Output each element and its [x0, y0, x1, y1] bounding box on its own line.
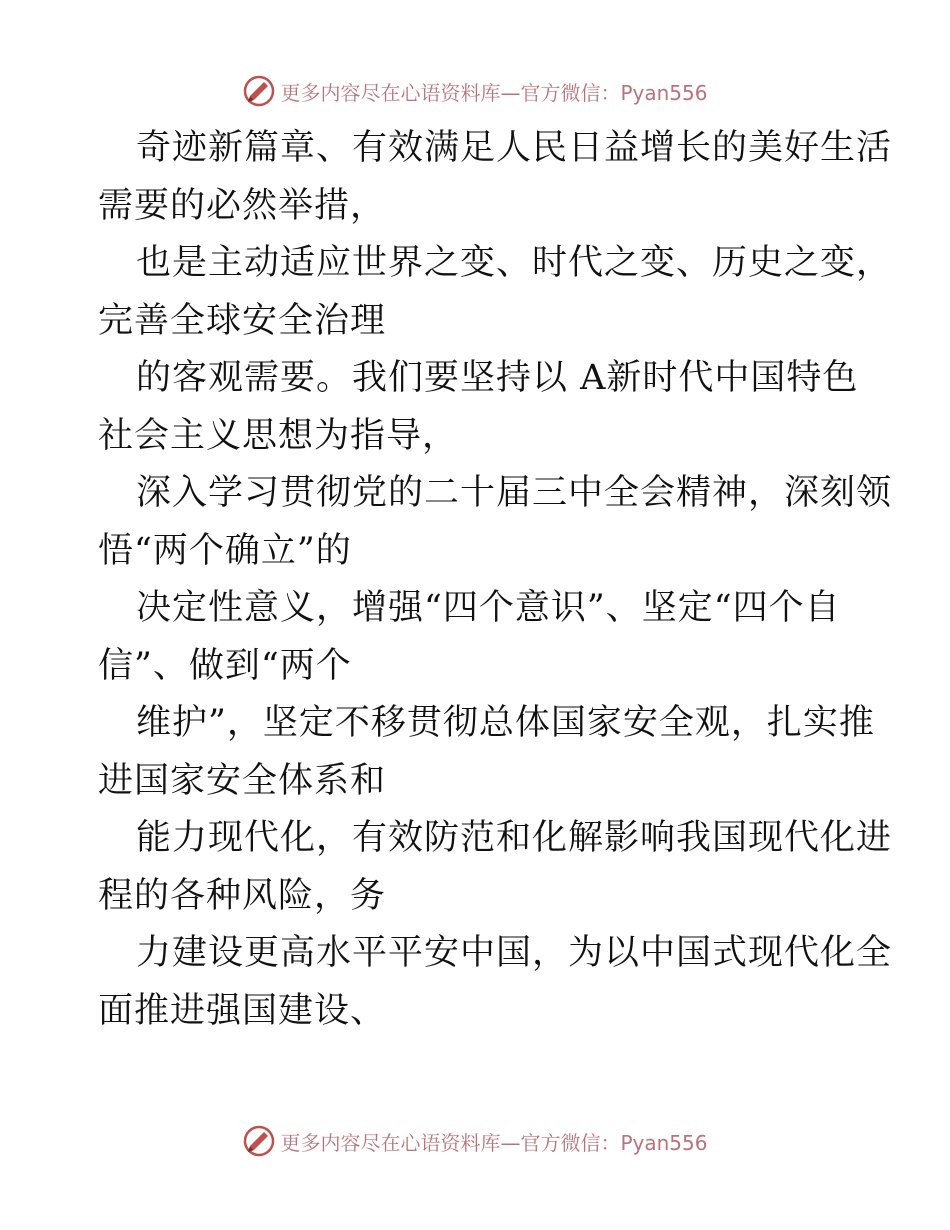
text-line: 完善全球安全治理	[98, 300, 387, 341]
text-line: 需要的必然举措，	[98, 185, 387, 226]
text-line: 深入学习贯彻党的二十届三中全会精神，深刻领	[136, 473, 893, 513]
text-line: 社会主义思想为指导，	[98, 415, 459, 456]
text-line: 悟“两个确立”的	[98, 530, 352, 571]
footer-text: 更多内容尽在心语资料库—官方微信：Pyan556	[280, 1130, 708, 1155]
text-line: 程的各种风险，务	[98, 875, 387, 916]
footer-banner	[0, 1121, 950, 1161]
text-line: 进国家安全体系和	[98, 760, 387, 801]
text-line: 也是主动适应世界之变、时代之变、历史之变，	[136, 243, 893, 283]
text-line: 维护”，坚定不移贯彻总体国家安全观，扎实推	[136, 703, 875, 743]
pen-logo-icon	[242, 1124, 276, 1158]
text-line: 面推进强国建设、	[98, 990, 387, 1031]
text-line: 能力现代化，有效防范和化解影响我国现代化进	[136, 818, 893, 858]
text-line: 决定性意义，增强“四个意识”、坚定“四个自	[136, 588, 841, 628]
document-body	[98, 120, 893, 1040]
text-line: 信”、做到“两个	[98, 645, 352, 686]
header-text: 更多内容尽在心语资料库—官方微信：Pyan556	[280, 80, 708, 105]
text-line: 奇迹新篇章、有效满足人民日益增长的美好生活	[136, 128, 893, 168]
text-line: 力建设更高水平平安中国，为以中国式现代化全	[136, 933, 893, 973]
pen-logo-icon	[242, 74, 276, 108]
header-banner	[0, 71, 950, 111]
text-line: 的客观需要。我们要坚持以 A新时代中国特色	[136, 358, 859, 398]
